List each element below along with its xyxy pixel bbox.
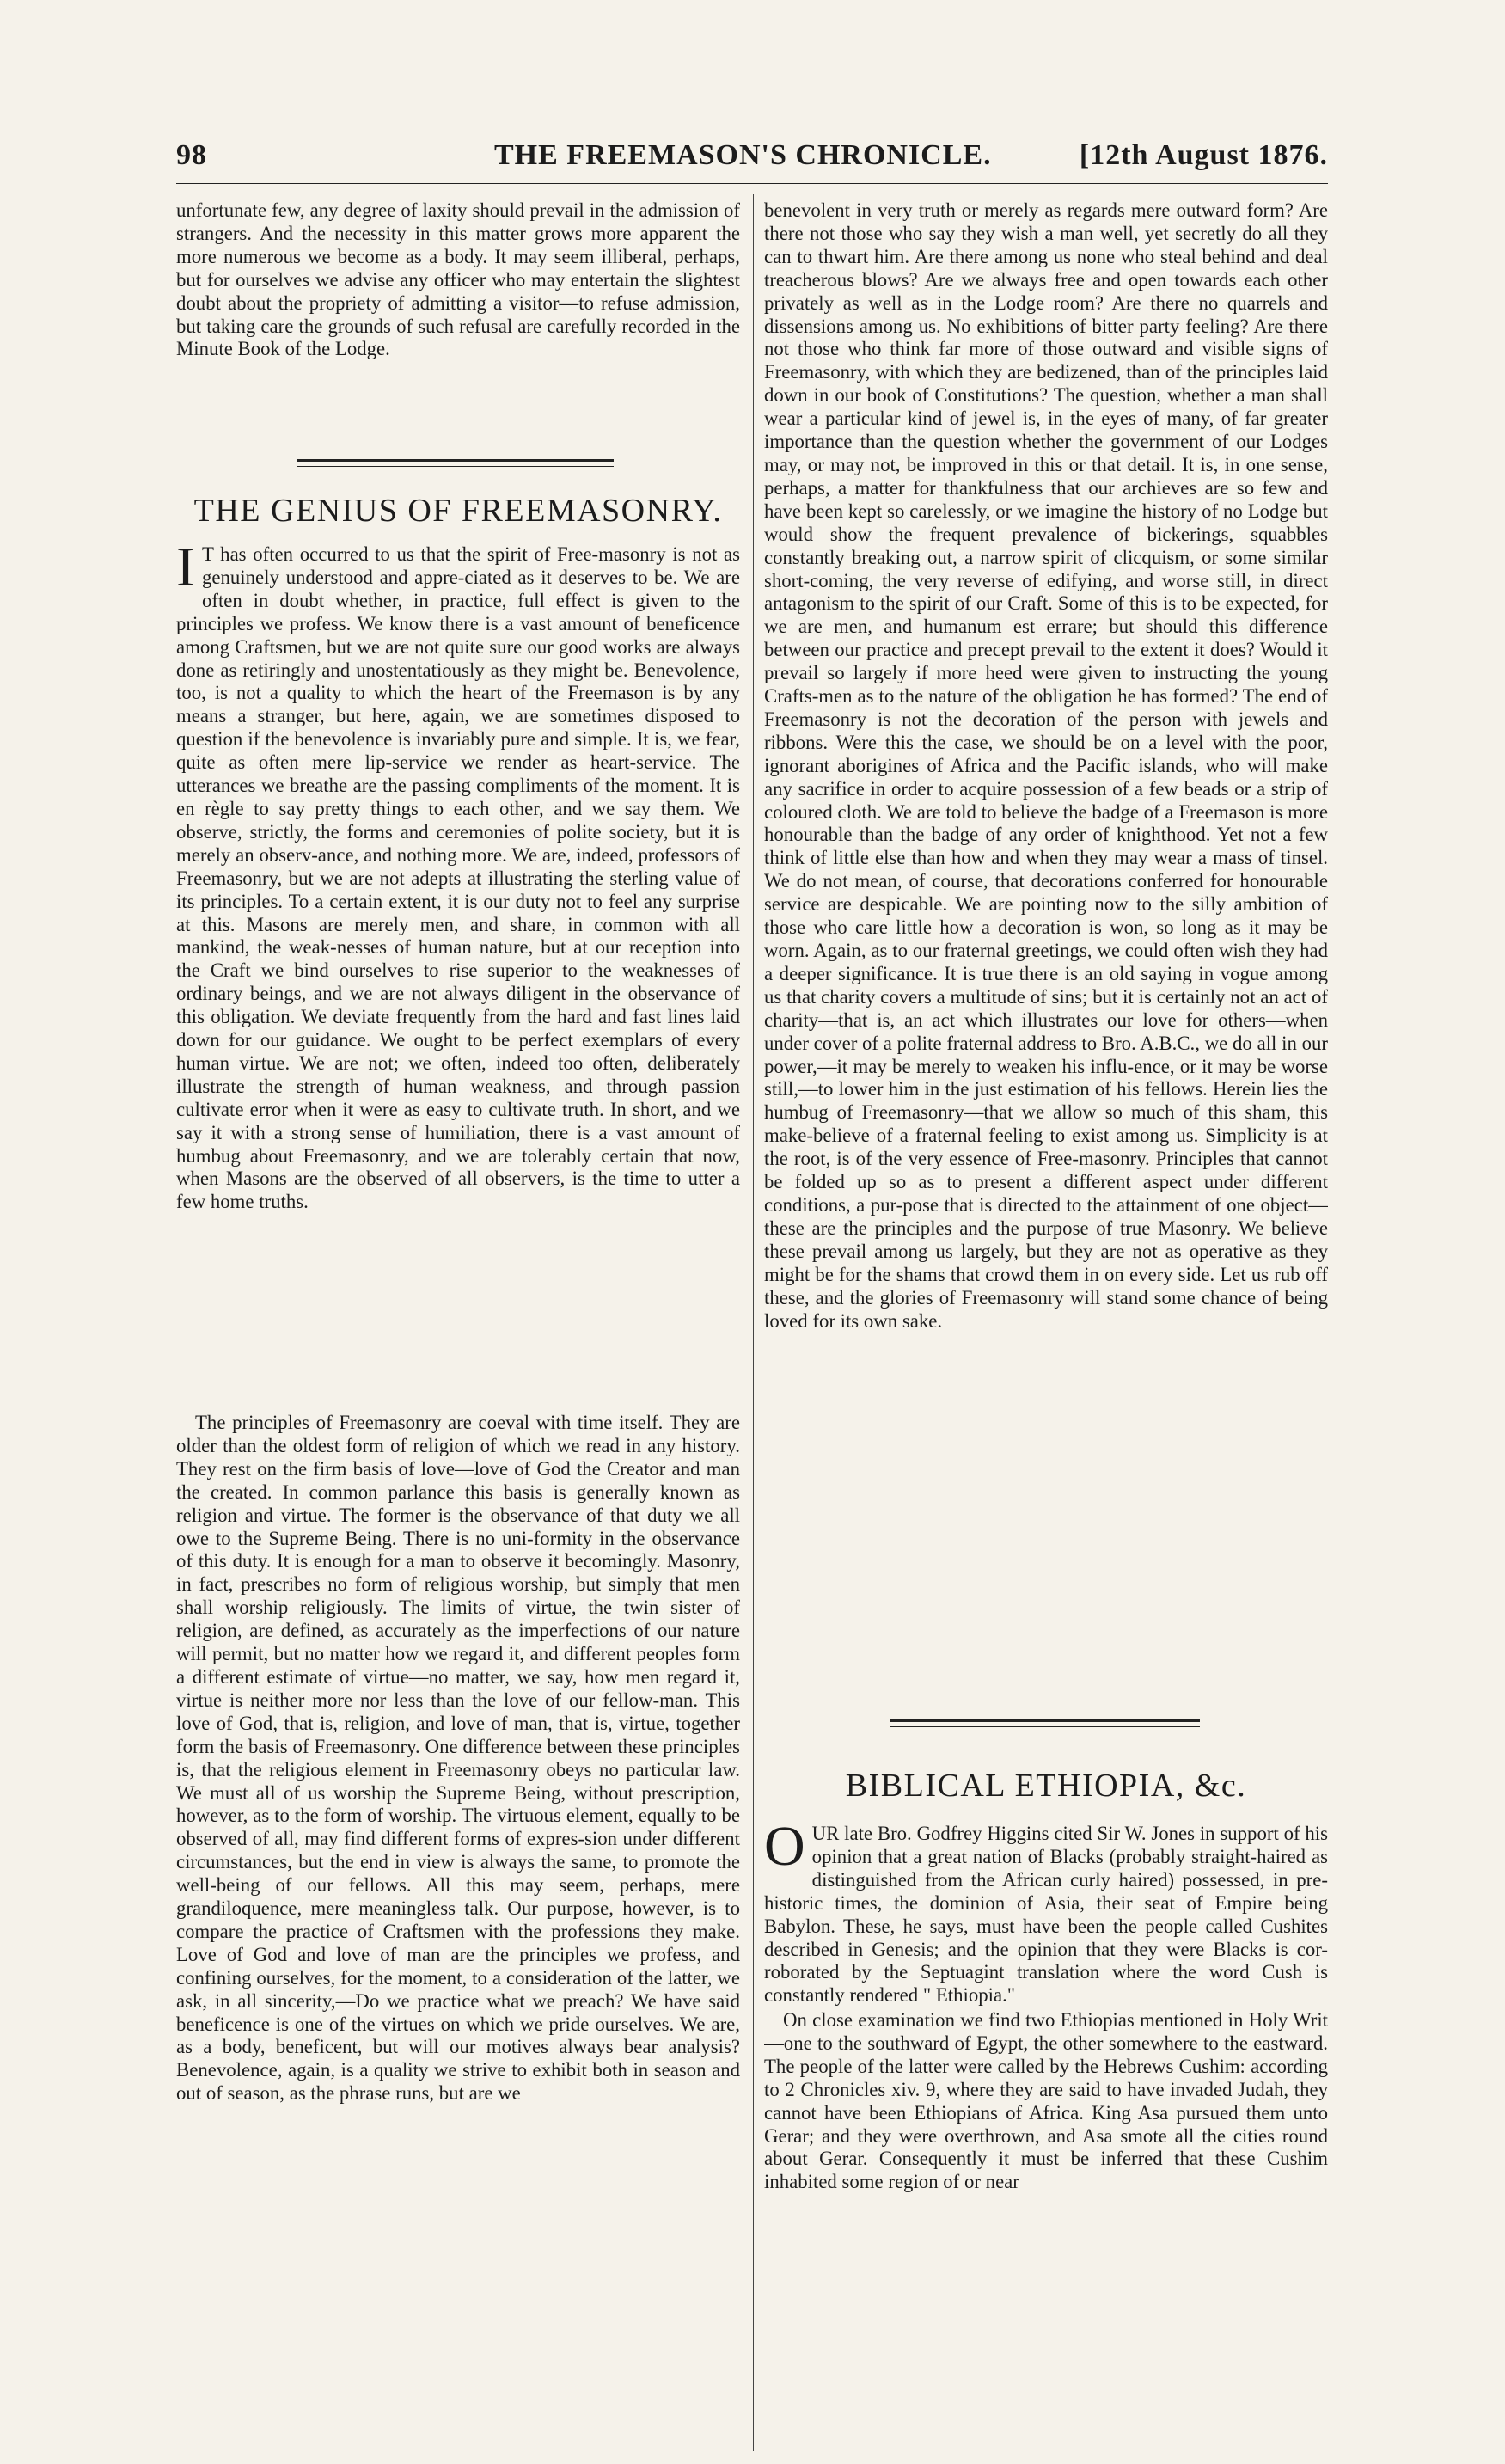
dropcap-I: I [176,543,195,598]
article-title-genius: THE GENIUS OF FREEMASONRY. [193,493,723,529]
section-divider-left [297,459,614,467]
genius-paragraph-2: The principles of Freemasonry are coeval with time itself. They are older than the oldest form of religion of which we read in any history. They rest on the firm basis of love—love of God the Creator and man the created. In common parlance this basis is generally known as religion and virtue. The former is the observance of that duty we all owe to the Supreme Being. There is no uni-formity in the observance of this duty. It is enough for a man to observe it becomingly. Masonry, in fact, prescribes no form of religious worship, but simply that men shall worship religiously. The limits of virtue, the twin sister of religion, are defined, as accurately as the imperfections of our nature will permit, but no matter how we regard it, and different peoples form a different estimate of virtue—no matter, we say, how men regard it, virtue is neither more nor less than the love of our fellow-man. This love of God, that is, religion, and love of man, that is, virtue, together form the basis of Freemasonry. One difference between these principles is, that the religious element in Freemasonry obeys no particular law. We must all of us worship the Supreme Being, without prescription, however, as to the form of worship. The virtuous element, equally to be observed of all, may find different forms of expres-sion under different circumstances, but the end in view is always the same, to promote the well-being of our fellows. All this may seem, perhaps, mere grandiloquence, mere meaningless talk. Our purpose, however, is to compare the practice of Craftsmen with the professions they make. Love of God and love of man are the principles we profess, and confining ourselves, for the moment, to a consideration of the latter, we ask, in all sincerity,—Do we practice what we preach? We have said beneficence is one of the virtues on which we pride ourselves. We are, as a body, beneficent, but will our motives always bear analysis? Benevolence, again, is a quality we strive to exhibit both in season and out of season, as the phrase runs, but are we [176,1412,740,2105]
issue-date: [12th August 1876. [1079,139,1328,171]
page-number: 98 [176,139,207,171]
newspaper-title: THE FREEMASON'S CHRONICLE. [494,139,992,171]
genius-paragraph-1: T has often occurred to us that the spirit of Free-masonry is not as genuinely understood and appre-ciated as it deserves to be. We are often in doubt whether, in practice, full effect is given to the principles we profess. We know there is a vast amount of beneficence among Craftsmen, but we are not quite sure our good works are always done as retiringly and unostentatiously as they might be. Benevolence, too, is not a quality to which the heart of the Freemason is by any means a stranger, but here, again, we are sometimes disposed to question if the benevolence is invariably pure and simple. It is, we fear, quite as often mere lip-service we render as heart-service. The utterances we breathe are the passing compliments of the moment. It is en règle to say pretty things to each other, and we say them. We observe, strictly, the forms and ceremonies of polite society, but it is merely an observ-ance, and nothing more. We are, indeed, professors of Freemasonry, but we are not adepts at illustrating the sterling value of its principles. To a certain extent, it is our duty not to feel any surprise at this. Masons are merely men, and share, in common with all mankind, the weak-nesses of human nature, but at our reception into the Craft we bind ourselves to rise superior to the weaknesses of ordinary beings, and we are not always diligent in the observance of this obligation. We deviate frequently from the hard and fast lines laid down for our guidance. We ought to be perfect exemplars of every human virtue. We are not; we often, indeed too often, deliberately illustrate the strength of human weakness, and through passion cultivate error when it were as easy to cultivate truth. In short, and we say it with a strong sense of humiliation, there is a vast amount of humbug about Freemasonry, and we are tolerably certain that now, when Masons are the observed of all observers, is the time to utter a few home truths. [176,543,740,1213]
section-divider-right [890,1719,1200,1727]
genius-continued-paragraph: benevolent in very truth or merely as regards mere outward form? Are there not those who say they wish a man well, yet secretly do all they can to thwart him. Are there among us none who steal behind and deal treacherous blows? Are we always free and open towards each other privately as well as in the Lodge room? Are there no quarrels and dissensions among us. No exhibitions of bitter party feeling? Are there not those who think far more of those outward and visible signs of Freemasonry, with which they are bedizened, than of the principles laid down in our book of Constitutions? The question, whether a man shall wear a particular kind of jewel is, in the eyes of many, of far greater importance than the question whether the government of our Lodges may, or may not, be improved in this or that detail. It is, in one sense, perhaps, a matter for thankfulness that our archieves are so few and have been kept so carelessly, or we imagine the history of no Lodge but would show the frequent prevalence of bickerings, squabbles constantly breaking out, a narrow spirit of clicquism, or some similar short-coming, the very reverse of edifying, and worse still, in direct antagonism to the spirit of our Craft. Some of this is to be expected, for we are men, and humanum est errare; but should this difference between our practice and precept prevail to the extent it does? Would it prevail so largely if more heed were given to instructing the young Crafts-men as to the nature of the obligation he has formed? The end of Freemasonry is not the decoration of the person with jewels and ribbons. Were this the case, we should be on a level with the poor, ignorant aborigines of Africa and the Pacific islands, who will make any sacrifice in order to acquire possession of a few beads or a strip of coloured cloth. We are told to believe the badge of a Freemason is more honourable than the badge of any order of knighthood. Yet not a few think of little else than how and when they may wear a mass of tinsel. We do not mean, of course, that decorations conferred for honourable service are despicable. We are pointing now to the silly ambition of those who care little how a decoration is won, so long as it may be worn. Again, as to our fraternal greetings, we could often wish they had a deeper significance. It is true there is an old saying in vogue among us that charity covers a multitude of sins; but it is certainly not an act of charity—that is, an act which illustrates our love for others—when under cover of a polite fraternal address to Bro. A.B.C., we do all in our power,—it may be merely to weaken his influ-ence, or it may be worse still,—to lower him in the just estimation of his fellows. Herein lies the humbug of Freemasonry—that we allow so much of this sham, this make-believe of a fraternal feeling to exist among us. Simplicity is at the root, is of the very essence of Free-masonry. Principles that cannot be folded up so as to present a different aspect under different conditions, a pur-pose that is directed to the attainment of one object—these are the principles and the purpose of true Masonry. We believe these prevail among us largely, but they are not as operative as they might be for the shams that crowd them in on every side. Let us rub off these, and the glories of Freemasonry will stand some chance of being loved for its own sake. [764,199,1328,1332]
column-divider [753,194,754,2451]
page-header [176,138,1328,181]
article-title-ethiopia: BIBLICAL ETHIOPIA, &c. [845,1768,1247,1804]
header-rule [176,181,1328,184]
dropcap-O: O [764,1823,805,1878]
ethiopia-paragraph-1: UR late Bro. Godfrey Higgins cited Sir W. Jones in support of his opinion that a great nation of Blacks (probably straight-haired as distinguished from the African curly haired) possessed, in pre-historic times, the dominion of Asia, their seat of Empire being Babylon. These, he says, must have been the people called Cushites described in Genesis; and the opinion that they were Blacks is cor-roborated by the Septuagint translation where the word Cush is constantly rendered " Ethiopia." [764,1823,1328,2007]
intro-paragraph: unfortunate few, any degree of laxity should prevail in the admission of strangers. And the necessity in this matter grows more apparent the more numerous we become as a body. It may seem illiberal, perhaps, but for ourselves we advise any officer who may entertain the slightest doubt about the propriety of admitting a visitor—to refuse admission, but taking care the grounds of such refusal are carefully recorded in the Minute Book of the Lodge. [176,199,740,360]
ethiopia-paragraph-2: On close examination we find two Ethiopias mentioned in Holy Writ—one to the southward of Egypt, the other somewhere to the eastward. The people of the latter were called by the Hebrews Cushim: according to 2 Chronicles xiv. 9, where they are said to have invaded Judah, they cannot have been Ethiopians of Africa. King Asa pursued them unto Gerar; and they were overthrown, and Asa smote all the cities round about Gerar. Consequently it must be inferred that these Cushim inhabited some region of or near [764,2009,1328,2193]
